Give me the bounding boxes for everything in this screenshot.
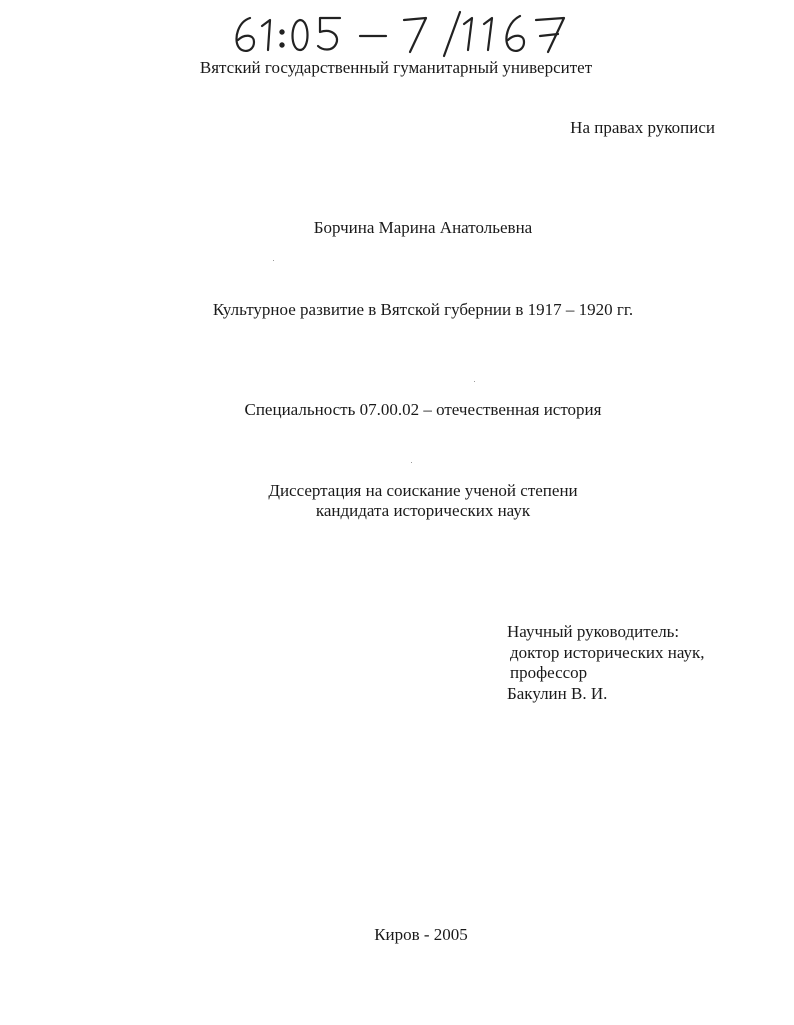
supervisor-degree: доктор исторических наук, <box>510 642 705 662</box>
dissertation-title: Культурное развитие в Вятской губернии в 1917 – 1920 гг. <box>212 300 634 319</box>
degree-line-2: кандидата исторических наук <box>315 501 531 520</box>
supervisor-name: Бакулин В. И. <box>507 683 608 703</box>
university-name: Вятский государственный гуманитарный университет <box>199 58 593 77</box>
supervisor-label: Научный руководитель: <box>507 622 680 641</box>
scan-speck <box>411 462 412 463</box>
supervisor-block <box>507 622 705 704</box>
author-name: Борчина Марина Анатольевна <box>313 218 533 237</box>
speciality: Специальность 07.00.02 – отечественная история <box>244 400 602 419</box>
manuscript-note: На правах рукописи <box>570 118 715 137</box>
degree-line-1: Диссертация на соискание ученой степени <box>268 481 578 500</box>
supervisor-title: профессор <box>510 663 588 682</box>
degree-statement <box>26 481 794 521</box>
scan-speck <box>273 260 274 261</box>
scan-speck <box>474 381 475 382</box>
city-year: Киров - 2005 <box>374 925 468 944</box>
handwritten-archive-number <box>228 8 588 58</box>
